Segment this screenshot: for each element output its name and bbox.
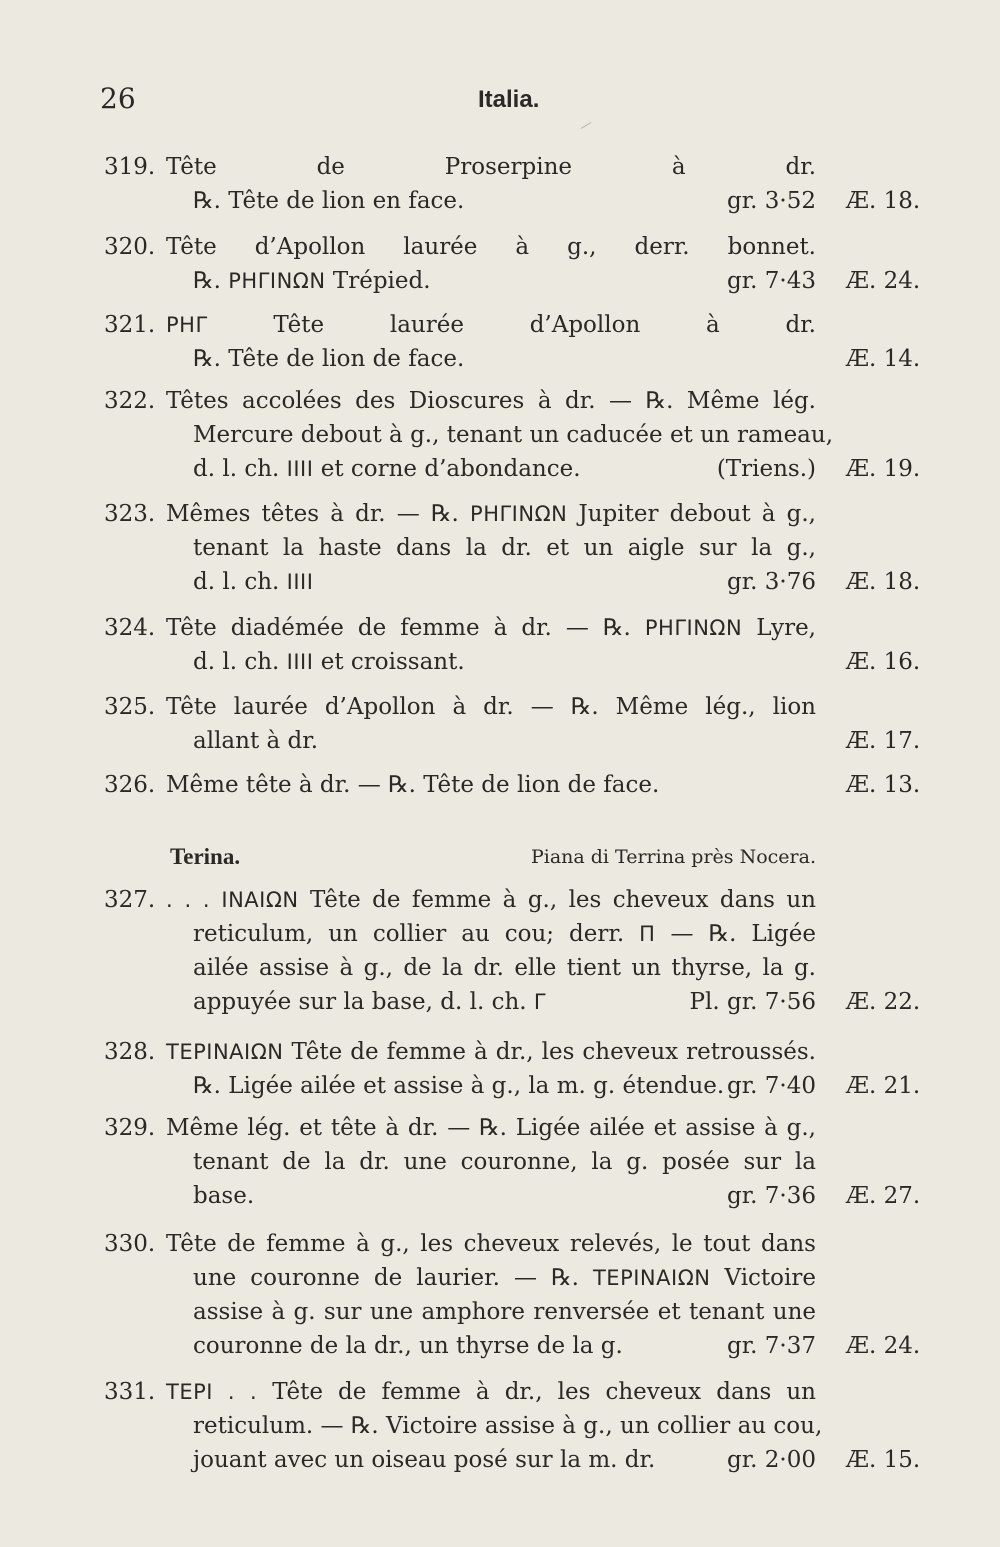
entry-line bbox=[0, 1069, 1000, 1103]
greek-legend: . . . INAIΩN bbox=[166, 888, 299, 912]
entry-line bbox=[0, 184, 1000, 218]
entry-text bbox=[193, 985, 546, 1019]
coin-metal-size: Æ. 27. bbox=[846, 1183, 921, 1209]
coin-weight: gr. 7·36 bbox=[726, 1183, 816, 1209]
entry-text bbox=[193, 1145, 816, 1179]
entry-number: 326. bbox=[104, 772, 156, 798]
coin-weight: (Triens.) bbox=[716, 456, 816, 482]
section-title: Terina. bbox=[170, 844, 241, 869]
coin-metal-size: Æ. 24. bbox=[846, 268, 921, 294]
greek-legend: TEPI . . bbox=[166, 1380, 258, 1404]
entry-text bbox=[193, 1409, 823, 1443]
entry-text bbox=[193, 1295, 816, 1329]
entry-line bbox=[0, 1295, 1000, 1329]
coin-metal-size: Æ. 18. bbox=[846, 569, 921, 595]
entry-text bbox=[166, 308, 816, 342]
entry-line bbox=[0, 917, 1000, 951]
entry-number: 320. bbox=[104, 234, 156, 260]
entry-line bbox=[0, 1409, 1000, 1443]
catalogue-entry bbox=[0, 1111, 1000, 1213]
entry-text bbox=[166, 883, 816, 917]
entry-text bbox=[166, 150, 816, 184]
coin-metal-size: Æ. 14. bbox=[846, 346, 921, 372]
entry-line bbox=[0, 611, 1000, 645]
entry-number: 327. bbox=[104, 887, 156, 913]
entry-line bbox=[0, 452, 1000, 486]
text-run: ℞. Tête de lion de face. bbox=[193, 346, 465, 372]
catalogue-entry bbox=[0, 1035, 1000, 1103]
entry-number: 319. bbox=[104, 154, 156, 180]
text-run: assise à g. sur une amphore renversée et tenant une bbox=[193, 1299, 816, 1325]
text-run: Trépied. bbox=[325, 268, 431, 294]
entry-line bbox=[0, 1375, 1000, 1409]
entry-line bbox=[0, 230, 1000, 264]
entry-text bbox=[166, 768, 659, 802]
greek-legend: Π bbox=[639, 922, 656, 946]
catalogue-entry bbox=[0, 384, 1000, 486]
text-run: d. l. ch. bbox=[193, 569, 287, 595]
coin-weight: gr. 7·43 bbox=[726, 268, 816, 294]
entry-text bbox=[193, 1443, 655, 1477]
entry-line bbox=[0, 883, 1000, 917]
text-run: tenant la haste dans la dr. et un aigle sur la g., bbox=[193, 535, 816, 561]
entry-line bbox=[0, 418, 1000, 452]
entry-text bbox=[193, 531, 816, 565]
text-run: tenant de la dr. une couronne, la g. posée sur la bbox=[193, 1149, 816, 1175]
greek-legend: IIII bbox=[286, 457, 314, 481]
entry-line bbox=[0, 497, 1000, 531]
coin-metal-size: Æ. 22. bbox=[846, 989, 921, 1015]
entry-text bbox=[193, 1329, 623, 1363]
catalogue-entry bbox=[0, 883, 1000, 1019]
running-head: Italia. bbox=[478, 86, 540, 113]
greek-legend: PHΓ bbox=[166, 313, 208, 337]
greek-legend: TEPINAIΩN bbox=[592, 1266, 711, 1290]
text-run: Même lég. et tête à dr. — ℞. Ligée ailée et assise à g., bbox=[166, 1115, 816, 1141]
entry-number: 324. bbox=[104, 615, 156, 641]
entry-number: 331. bbox=[104, 1379, 156, 1405]
entry-text bbox=[166, 1375, 816, 1409]
text-run: reticulum, un collier au cou; derr. bbox=[193, 921, 640, 947]
entry-text bbox=[193, 264, 431, 298]
entry-text bbox=[193, 1179, 254, 1213]
entry-text bbox=[193, 184, 464, 218]
greek-legend: Γ bbox=[533, 990, 547, 1014]
text-run: reticulum. — ℞. Victoire assise à g., un collier au cou, bbox=[193, 1413, 823, 1439]
entry-text bbox=[193, 452, 581, 486]
entry-line bbox=[0, 1329, 1000, 1363]
catalogue-entry bbox=[0, 308, 1000, 376]
entry-number: 330. bbox=[104, 1231, 156, 1257]
entry-line bbox=[0, 1035, 1000, 1069]
entry-text bbox=[193, 1261, 816, 1295]
entry-line bbox=[0, 1443, 1000, 1477]
text-run: d. l. ch. bbox=[193, 456, 287, 482]
coin-metal-size: Æ. 19. bbox=[846, 456, 921, 482]
text-run: ailée assise à g., de la dr. elle tient un thyrse, la g. bbox=[193, 955, 816, 981]
coin-weight: gr. 7·37 bbox=[726, 1333, 816, 1359]
entry-line bbox=[0, 724, 1000, 758]
catalogue-entry bbox=[0, 690, 1000, 758]
greek-legend: PHΓINΩN bbox=[644, 616, 743, 640]
text-run: couronne de la dr., un thyrse de la g. bbox=[193, 1333, 623, 1359]
coin-metal-size: Æ. 13. bbox=[846, 772, 921, 798]
greek-legend: IIII bbox=[286, 650, 314, 674]
text-run: Têtes accolées des Dioscures à dr. — ℞. Même lég. bbox=[166, 388, 816, 414]
entry-text bbox=[193, 917, 816, 951]
coin-metal-size: Æ. 15. bbox=[846, 1447, 921, 1473]
text-run: et corne d’abondance. bbox=[313, 456, 581, 482]
catalogue-entry bbox=[0, 1227, 1000, 1363]
entry-text bbox=[166, 690, 816, 724]
greek-legend: TEPINAIΩN bbox=[166, 1040, 284, 1064]
coin-metal-size: Æ. 18. bbox=[846, 188, 921, 214]
text-run: Tête de femme à dr., les cheveux retroussés. bbox=[283, 1039, 816, 1065]
paper-mark bbox=[581, 122, 592, 129]
entry-line bbox=[0, 342, 1000, 376]
entry-number: 323. bbox=[104, 501, 156, 527]
catalogue-entry bbox=[0, 768, 1000, 802]
page-number: 26 bbox=[100, 82, 136, 115]
entry-line bbox=[0, 1261, 1000, 1295]
entry-number: 322. bbox=[104, 388, 156, 414]
text-run: allant à dr. bbox=[193, 728, 319, 754]
text-run: Tête diadémée de femme à dr. — ℞. bbox=[166, 615, 645, 641]
text-run: Tête de Proserpine à dr. bbox=[166, 154, 816, 180]
text-run: Victoire bbox=[710, 1265, 816, 1291]
text-run: Tête de femme à g., les cheveux relevés, le tout dans bbox=[166, 1231, 816, 1257]
text-run: Tête d’Apollon laurée à g., derr. bonnet. bbox=[166, 234, 816, 260]
text-run: Tête de femme à g., les cheveux dans un bbox=[298, 887, 816, 913]
text-run: Tête laurée d’Apollon à dr. — ℞. Même lég., lion bbox=[166, 694, 816, 720]
catalogue-entry bbox=[0, 497, 1000, 599]
entry-line bbox=[0, 1227, 1000, 1261]
coin-metal-size: Æ. 16. bbox=[846, 649, 921, 675]
entry-text bbox=[166, 384, 816, 418]
text-run: Jupiter debout à g., bbox=[567, 501, 816, 527]
entry-text bbox=[193, 418, 834, 452]
text-run: base. bbox=[193, 1183, 255, 1209]
entry-line bbox=[0, 150, 1000, 184]
entry-text bbox=[166, 1035, 816, 1069]
text-run: appuyée sur la base, d. l. ch. bbox=[193, 989, 534, 1015]
entry-text bbox=[193, 645, 465, 679]
greek-legend: IIII bbox=[286, 570, 314, 594]
coin-metal-size: Æ. 21. bbox=[846, 1073, 921, 1099]
entry-number: 328. bbox=[104, 1039, 156, 1065]
entry-line bbox=[0, 1179, 1000, 1213]
entry-line bbox=[0, 1145, 1000, 1179]
entry-text bbox=[193, 951, 816, 985]
text-run: Tête de femme à dr., les cheveux dans un bbox=[257, 1379, 816, 1405]
entry-line bbox=[0, 645, 1000, 679]
entry-line bbox=[0, 690, 1000, 724]
entry-line bbox=[0, 308, 1000, 342]
entry-text bbox=[193, 342, 464, 376]
catalogue-entry bbox=[0, 150, 1000, 218]
entry-text bbox=[166, 1227, 816, 1261]
coin-weight: gr. 2·00 bbox=[726, 1447, 816, 1473]
text-run: Lyre, bbox=[742, 615, 816, 641]
text-run: jouant avec un oiseau posé sur la m. dr. bbox=[193, 1447, 656, 1473]
coin-metal-size: Æ. 17. bbox=[846, 728, 921, 754]
greek-legend: PHΓINΩN bbox=[470, 502, 568, 526]
catalogue-entry bbox=[0, 611, 1000, 679]
catalogue-entry bbox=[0, 230, 1000, 298]
coin-weight: Pl. gr. 7·56 bbox=[689, 989, 816, 1015]
entry-line bbox=[0, 985, 1000, 1019]
catalogue-entry bbox=[0, 1375, 1000, 1477]
coin-weight: gr. 3·76 bbox=[726, 569, 816, 595]
entry-number: 325. bbox=[104, 694, 156, 720]
entry-text bbox=[193, 724, 318, 758]
entry-line bbox=[0, 384, 1000, 418]
section-header bbox=[0, 840, 1000, 874]
text-run: et croissant. bbox=[313, 649, 465, 675]
text-run: ℞. Tête de lion en face. bbox=[193, 188, 465, 214]
coin-weight: gr. 7·40 bbox=[726, 1073, 816, 1099]
entry-line bbox=[0, 264, 1000, 298]
coin-metal-size: Æ. 24. bbox=[846, 1333, 921, 1359]
text-run: — ℞. Ligée bbox=[655, 921, 816, 947]
entry-number: 329. bbox=[104, 1115, 156, 1141]
greek-legend: PHΓINΩN bbox=[228, 269, 326, 293]
entry-line bbox=[0, 565, 1000, 599]
text-run: d. l. ch. bbox=[193, 649, 287, 675]
entry-line bbox=[0, 531, 1000, 565]
entry-number: 321. bbox=[104, 312, 156, 338]
text-run: Tête laurée d’Apollon à dr. bbox=[207, 312, 816, 338]
entry-text bbox=[166, 611, 816, 645]
entry-line bbox=[0, 768, 1000, 802]
section-location: Piana di Terrina près Nocera. bbox=[530, 846, 816, 868]
entry-text bbox=[166, 230, 816, 264]
text-run: une couronne de laurier. — ℞. bbox=[193, 1265, 593, 1291]
entry-text bbox=[166, 1111, 816, 1145]
text-run: Mercure debout à g., tenant un caducée et un rameau, bbox=[193, 422, 834, 448]
entry-text bbox=[193, 1069, 724, 1103]
text-run: Même tête à dr. — ℞. Tête de lion de face. bbox=[166, 772, 660, 798]
entry-text bbox=[166, 497, 816, 531]
coin-weight: gr. 3·52 bbox=[726, 188, 816, 214]
entry-line bbox=[0, 1111, 1000, 1145]
entry-text bbox=[193, 565, 313, 599]
text-run: Mêmes têtes à dr. — ℞. bbox=[166, 501, 471, 527]
entry-line bbox=[0, 951, 1000, 985]
text-run: ℞. Ligée ailée et assise à g., la m. g. étendue. bbox=[193, 1073, 725, 1099]
text-run: ℞. bbox=[193, 268, 229, 294]
